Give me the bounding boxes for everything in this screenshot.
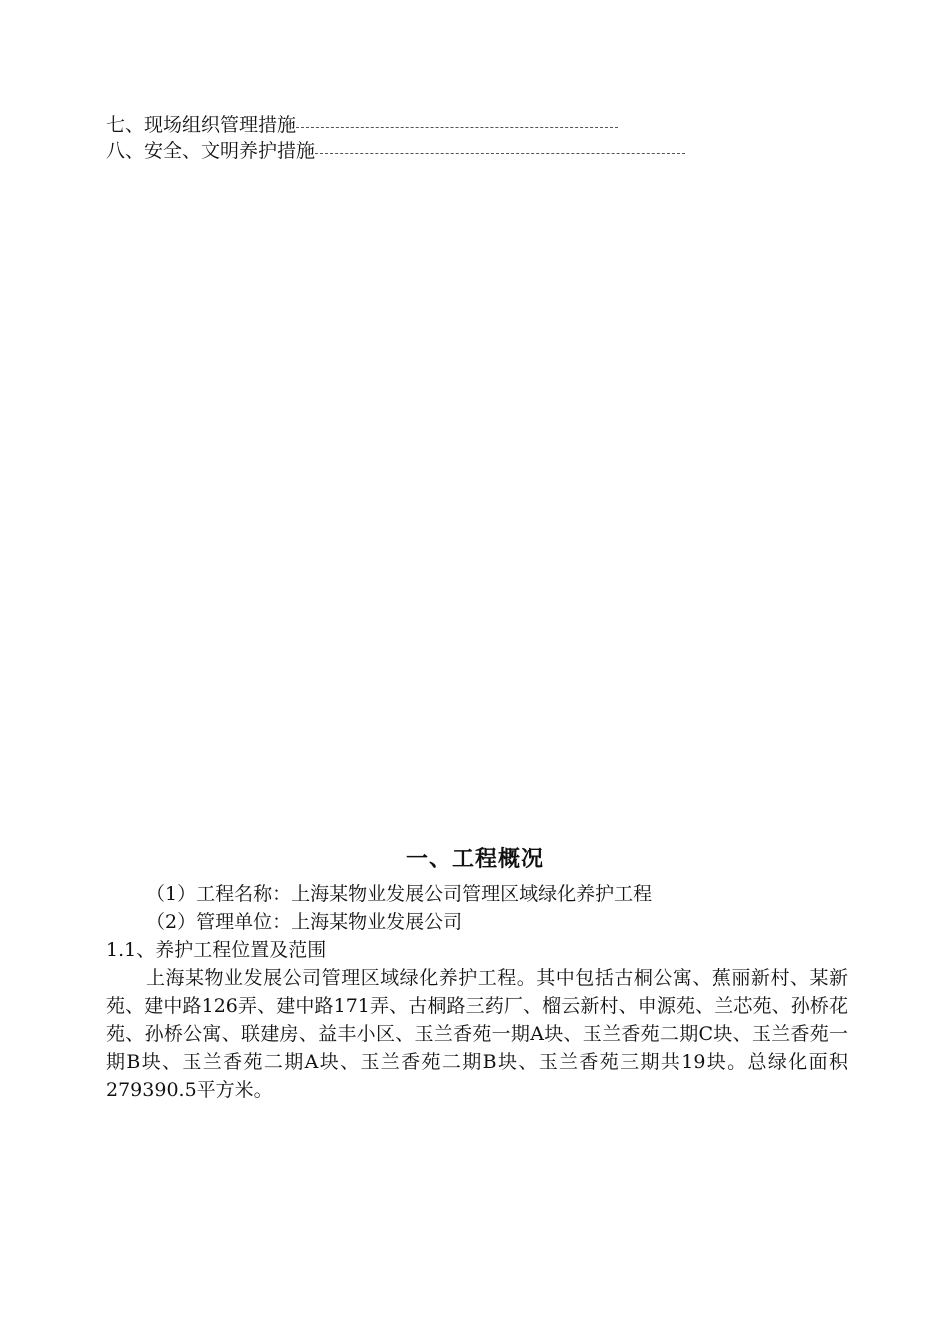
management-unit-line: （2）管理单位：上海某物业发展公司 bbox=[146, 911, 463, 933]
toc-item-label: 八、安全、文明养护措施 bbox=[106, 140, 316, 162]
toc-item-8 bbox=[106, 138, 746, 164]
toc-dotted-leader bbox=[296, 127, 618, 128]
section-title: 一、工程概况 bbox=[405, 847, 544, 872]
project-name-line: （1）工程名称：上海某物业发展公司管理区域绿化养护工程 bbox=[146, 883, 653, 905]
scope-paragraph: 上海某物业发展公司管理区域绿化养护工程。其中包括古桐公寓、蕉丽新村、某新苑、建中路126弄、建中路171弄、古桐路三药厂、榴云新村、申源苑、兰芯苑、孙桥花苑、孙桥公寓、联建房、益丰小区、玉兰香苑一期A块、玉兰香苑二期C块、玉兰香苑一期B块、玉兰香苑二期A块、玉兰香苑二期B块、玉兰香苑三期共19块。总绿化面积279390.5平方米。 bbox=[106, 967, 848, 1101]
toc-item-7 bbox=[106, 112, 746, 138]
toc-dotted-leader bbox=[315, 153, 685, 154]
toc-item-label: 七、现场组织管理措施 bbox=[106, 114, 297, 136]
section-body bbox=[106, 880, 848, 1104]
subsection-heading: 1.1、养护工程位置及范围 bbox=[106, 939, 327, 961]
table-of-contents bbox=[106, 112, 746, 164]
